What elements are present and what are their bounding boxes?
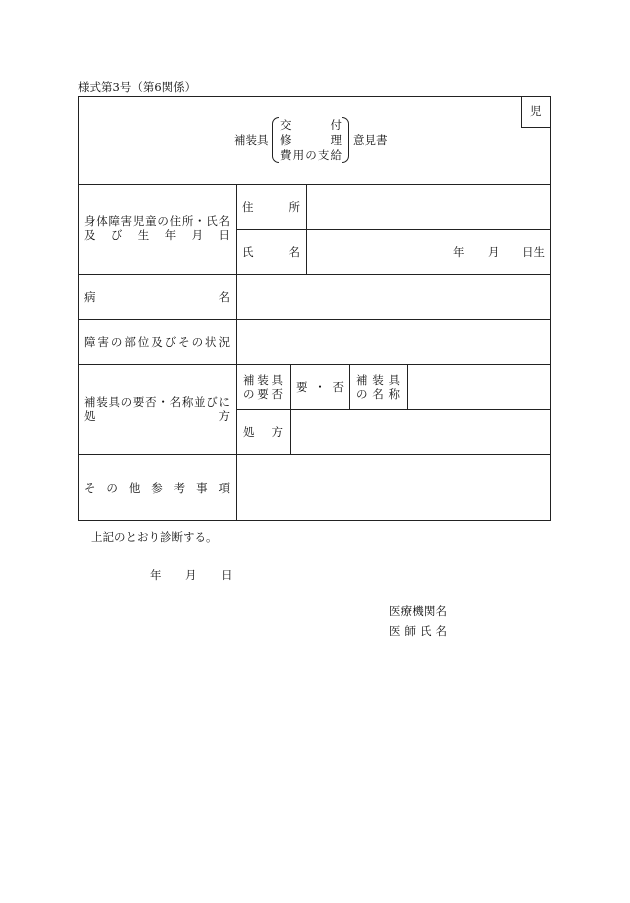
disease-name-label: 病名: [84, 290, 230, 304]
doctor-name-label: 医師氏名: [389, 624, 447, 638]
corner-box-border: [521, 127, 551, 128]
device-need-value: 要・否: [296, 380, 344, 394]
column-divider: [290, 364, 291, 454]
row-divider: [236, 229, 551, 230]
left-brace: [272, 117, 279, 163]
row-divider: [78, 319, 551, 320]
device-name-label: 補装具 の名称: [356, 373, 400, 401]
corner-box-border: [521, 96, 522, 127]
row-divider: [236, 409, 551, 410]
row-divider: [78, 184, 551, 185]
title-option-repair: 修 理: [280, 133, 342, 147]
other-notes-label: その他参考事項: [84, 481, 230, 495]
column-divider: [349, 364, 350, 409]
date-year-label: 年: [150, 568, 162, 582]
title-suffix: 意見書: [353, 133, 388, 147]
name-label: 氏名: [242, 245, 300, 259]
row-divider: [78, 274, 551, 275]
birth-year-label: 年: [453, 245, 465, 259]
title-option-payment: 費用の支給: [280, 148, 342, 162]
institution-label: 医療機関名: [389, 604, 447, 618]
right-brace: [342, 117, 349, 163]
column-divider: [306, 184, 307, 274]
date-month-label: 月: [185, 568, 197, 582]
column-divider: [236, 184, 237, 521]
birth-day-label: 日生: [522, 245, 545, 259]
column-divider: [407, 364, 408, 409]
disability-label: 障害の部位及びその状況: [84, 335, 230, 349]
corner-box-label: 児: [530, 104, 542, 118]
title-prefix: 補装具: [234, 133, 269, 147]
row-divider: [78, 454, 551, 455]
form-number: 様式第3号（第6関係）: [78, 80, 197, 94]
device-need-label: 補装具 の要否: [243, 373, 283, 401]
date-day-label: 日: [221, 568, 233, 582]
address-label: 住所: [242, 200, 300, 214]
diagnosis-statement: 上記のとおり診断する。: [91, 530, 218, 544]
prescription-label: 処方: [243, 425, 283, 439]
child-info-label: 身体障害児童の住所・氏名 及び生年月日: [84, 214, 230, 242]
birth-month-label: 月: [488, 245, 500, 259]
title-option-issue: 交 付: [280, 118, 342, 132]
device-label: 補装具の要否・名称並びに 処方: [84, 395, 230, 423]
row-divider: [78, 364, 551, 365]
